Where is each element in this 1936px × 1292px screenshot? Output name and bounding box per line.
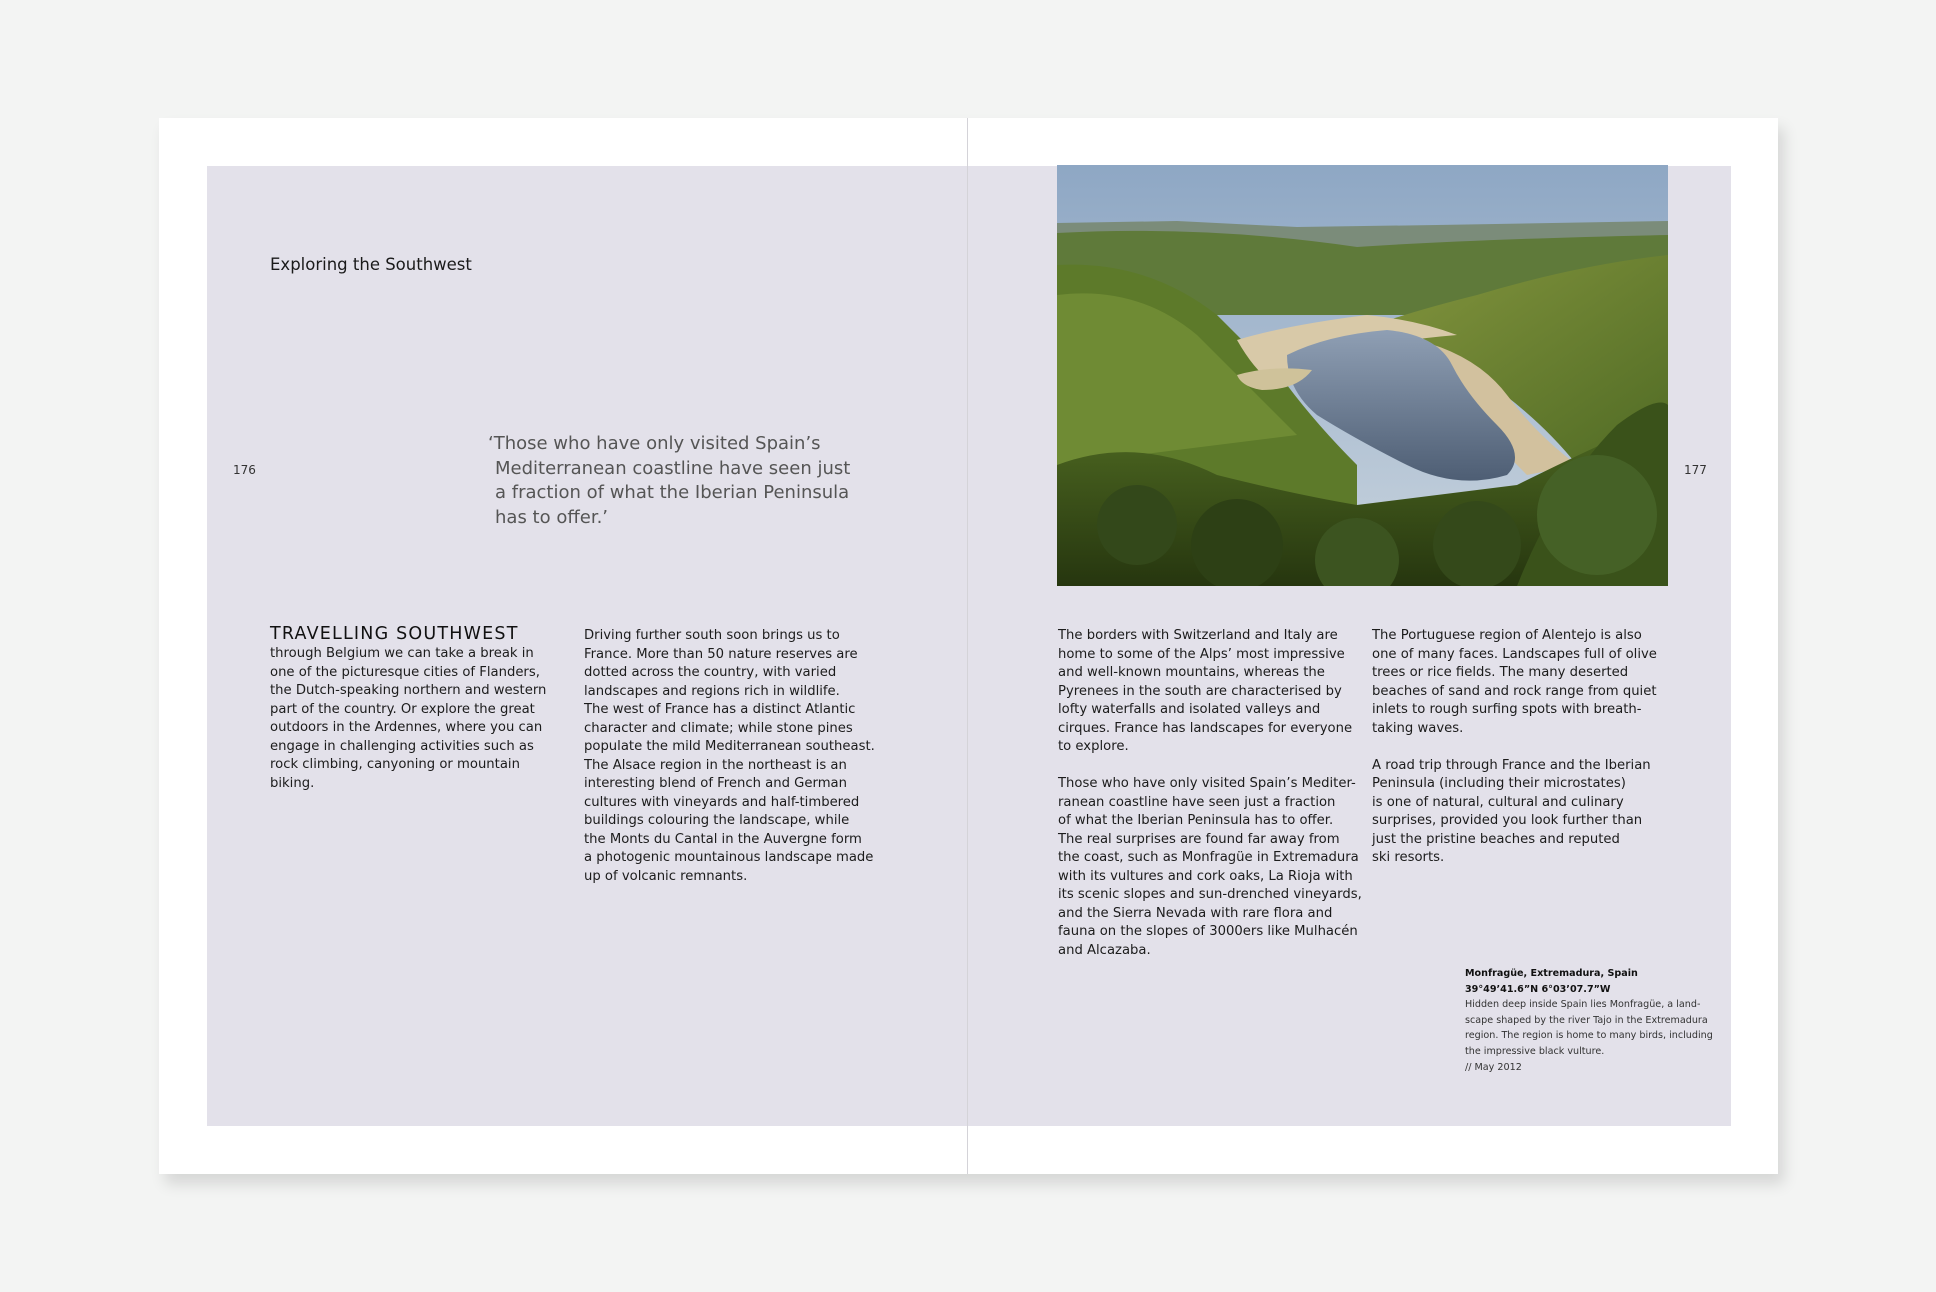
caption-line: Hidden deep inside Spain lies Monfragüe, a land-: [1465, 999, 1701, 1011]
text-line: The borders with Switzerland and Italy are: [1058, 628, 1338, 643]
text-line: France. More than 50 nature reserves are: [584, 646, 858, 662]
right-text-column-1: [1058, 627, 1362, 960]
text-line: a photogenic mountainous landscape made: [584, 850, 874, 865]
text-line: biking.: [270, 775, 315, 791]
right-text-column-2: [1372, 627, 1657, 868]
text-line: to explore.: [1058, 739, 1129, 754]
text-line: Peninsula (including their microstates): [1372, 776, 1626, 791]
text-line: the Monts du Cantal in the Auvergne form: [584, 831, 862, 847]
text-line: Pyrenees in the south are characterised by: [1058, 683, 1342, 699]
text-line: character and climate; while stone pines: [584, 720, 853, 736]
caption-line: region. The region is home to many birds, including: [1465, 1030, 1713, 1042]
text-line: A road trip through France and the Iberian: [1372, 757, 1651, 773]
section-title: TRAVELLING SOUTHWEST: [270, 624, 519, 644]
text-line: Driving further south soon brings us to: [584, 628, 840, 643]
text-line: part of the country. Or explore the great: [270, 701, 535, 717]
paragraph-gap: [1372, 738, 1657, 757]
text-line: interesting blend of French and German: [584, 776, 847, 791]
text-line: is one of natural, cultural and culinary: [1372, 794, 1624, 810]
paragraph-gap: [1058, 757, 1362, 776]
text-line: home to some of the Alps’ most impressive: [1058, 646, 1345, 662]
pull-quote-line: ‘Those who have only visited Spain’s: [488, 433, 821, 454]
text-line: of what the Iberian Peninsula has to offer.: [1058, 813, 1334, 828]
text-line: The west of France has a distinct Atlantic: [584, 702, 856, 717]
text-line: the Dutch-speaking northern and western: [270, 683, 547, 698]
text-line: trees or rice fields. The many deserted: [1372, 665, 1629, 680]
text-line: The Portuguese region of Alentejo is also: [1372, 628, 1642, 643]
text-line: up of volcanic remnants.: [584, 868, 748, 884]
page-number-left: 176: [233, 463, 256, 477]
text-line: taking waves.: [1372, 720, 1464, 736]
page-heading: Exploring the Southwest: [270, 255, 472, 274]
text-line: buildings colouring the landscape, while: [584, 813, 850, 828]
text-line: rock climbing, canyoning or mountain: [270, 757, 520, 772]
caption-line: scape shaped by the river Tajo in the Extremadura: [1465, 1014, 1708, 1026]
pull-quote: [488, 432, 851, 530]
photo-caption: [1465, 966, 1713, 1075]
text-line: and the Sierra Nevada with rare flora and: [1058, 905, 1333, 921]
left-text-column-2: [584, 627, 875, 886]
landscape-photo: [1057, 165, 1668, 586]
left-text-column-1: [270, 645, 546, 793]
text-line: one of the picturesque cities of Flanders,: [270, 664, 540, 680]
text-line: one of many faces. Landscapes full of olive: [1372, 646, 1657, 662]
pull-quote-line: a fraction of what the Iberian Peninsula: [495, 482, 850, 503]
text-line: through Belgium we can take a break in: [270, 646, 534, 661]
pull-quote-line: has to offer.’: [495, 506, 609, 528]
text-line: cultures with vineyards and half-timbered: [584, 794, 860, 810]
text-line: engage in challenging activities such as: [270, 738, 534, 754]
text-line: dotted across the country, with varied: [584, 665, 837, 680]
text-line: ranean coastline have seen just a fraction: [1058, 794, 1336, 810]
text-line: beaches of sand and rock range from quiet: [1372, 683, 1657, 699]
text-line: populate the mild Mediterranean southeast.: [584, 739, 875, 754]
text-line: fauna on the slopes of 3000ers like Mulhacén: [1058, 924, 1358, 939]
caption-title: Monfragüe, Extremadura, Spain: [1465, 968, 1638, 979]
text-line: just the pristine beaches and reputed: [1372, 831, 1620, 847]
pull-quote-line: Mediterranean coastline have seen just: [495, 457, 851, 479]
caption-date: // May 2012: [1465, 1061, 1522, 1073]
caption-line: the impressive black vulture.: [1465, 1045, 1605, 1057]
text-line: cirques. France has landscapes for everyone: [1058, 720, 1353, 736]
text-line: Those who have only visited Spain’s Mediter-: [1058, 776, 1356, 791]
text-line: landscapes and regions rich in wildlife.: [584, 683, 840, 699]
text-line: the coast, such as Monfragüe in Extremadura: [1058, 850, 1359, 865]
page-fold: [967, 118, 968, 1174]
page-number-right: 177: [1684, 463, 1707, 477]
text-line: inlets to rough surfing spots with breath-: [1372, 702, 1642, 717]
text-line: lofty waterfalls and isolated valleys and: [1058, 702, 1321, 717]
text-line: with its vultures and cork oaks, La Rioja with: [1058, 868, 1353, 884]
text-line: surprises, provided you look further than: [1372, 813, 1643, 828]
text-line: outdoors in the Ardennes, where you can: [270, 720, 543, 735]
text-line: The Alsace region in the northeast is an: [584, 757, 847, 773]
text-line: ski resorts.: [1372, 850, 1445, 865]
text-line: its scenic slopes and sun-drenched vineyards,: [1058, 887, 1362, 902]
text-line: and well-known mountains, whereas the: [1058, 665, 1325, 680]
caption-coordinates: 39°49’41.6”N 6°03’07.7”W: [1465, 983, 1611, 995]
text-line: The real surprises are found far away from: [1058, 831, 1340, 847]
text-line: and Alcazaba.: [1058, 942, 1151, 958]
